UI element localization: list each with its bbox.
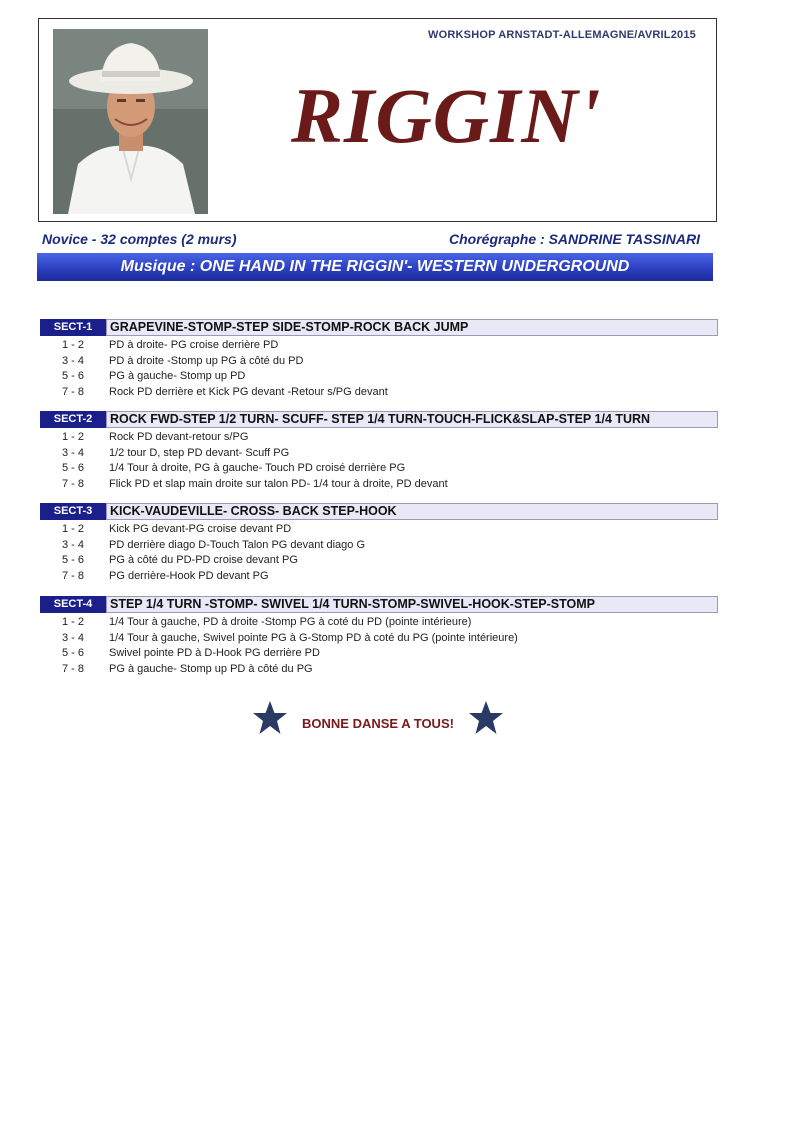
choreographer-portrait-image [53,29,208,214]
step-description: PD à droite -Stomp up PG à côté du PD [109,354,304,367]
section-header [40,411,718,428]
step-list [40,431,718,493]
step-row [40,462,718,478]
section-title: ROCK FWD-STEP 1/2 TURN- SCUFF- STEP 1/4 TURN-TOUCH-FLICK&SLAP-STEP 1/4 TURN [106,411,718,428]
header-box [38,18,717,222]
step-count: 5 - 6 [61,370,84,382]
step-count: 3 - 4 [61,354,84,367]
step-row [40,523,718,539]
step-row [40,431,718,447]
star-icon [252,700,288,736]
step-row [40,663,718,679]
star-icon [468,700,504,736]
section-4 [40,596,718,678]
section-header [40,503,718,520]
music-bar: Musique : ONE HAND IN THE RIGGIN'- WESTERN UNDERGROUND [37,253,713,281]
step-count: 7 - 8 [61,477,84,490]
footer-text: BONNE DANSE A TOUS! [302,716,454,731]
step-row [40,647,718,663]
step-row [40,386,718,402]
step-list [40,616,718,678]
step-row [40,539,718,555]
step-row [40,632,718,648]
step-row [40,370,718,386]
step-description: PD à droite- PG croise derrière PD [109,339,279,351]
step-row [40,554,718,570]
step-count: 7 - 8 [61,569,84,582]
section-tag: SECT-3 [40,503,106,520]
section-2 [40,411,718,493]
step-description: 1/4 Tour à gauche, Swivel pointe PG à G-Stomp PD à coté du PG (pointe intérieure) [109,631,518,644]
step-count: 5 - 6 [61,647,84,659]
step-count: 5 - 6 [61,462,84,474]
section-tag: SECT-1 [40,319,106,336]
step-row [40,616,718,632]
step-count: 7 - 8 [61,385,84,398]
choreographer-info: Chorégraphe : SANDRINE TASSINARI [449,231,700,247]
step-row [40,447,718,463]
section-3 [40,503,718,585]
level-info: Novice - 32 comptes (2 murs) [42,231,237,247]
section-1 [40,319,718,401]
choreographer-photo [53,29,208,214]
step-count: 3 - 4 [61,631,84,644]
step-count: 5 - 6 [61,554,84,566]
step-count: 3 - 4 [61,446,84,459]
step-count: 1 - 2 [61,431,84,443]
workshop-label: WORKSHOP ARNSTADT-ALLEMAGNE/AVRIL2015 [428,29,696,41]
section-header [40,596,718,613]
footer-greeting [252,700,504,738]
step-description: Rock PD devant-retour s/PG [109,431,249,443]
section-tag: SECT-2 [40,411,106,428]
step-description: PD derrière diago D-Touch Talon PG devant diago G [109,538,365,551]
section-title: GRAPEVINE-STOMP-STEP SIDE-STOMP-ROCK BACK JUMP [106,319,718,336]
step-row [40,570,718,586]
section-tag: SECT-4 [40,596,106,613]
step-row [40,339,718,355]
step-list [40,339,718,401]
step-description: PG à côté du PD-PD croise devant PG [109,554,298,566]
dance-title: RIGGIN' [291,72,602,159]
step-description: Kick PG devant-PG croise devant PD [109,523,292,535]
step-count: 7 - 8 [61,662,84,675]
section-title: STEP 1/4 TURN -STOMP- SWIVEL 1/4 TURN-STOMP-SWIVEL-HOOK-STEP-STOMP [106,596,718,613]
step-description: Flick PD et slap main droite sur talon PD- 1/4 tour à droite, PD devant [109,477,448,490]
step-count: 1 - 2 [61,523,84,535]
step-count: 1 - 2 [61,339,84,351]
step-description: 1/4 Tour à droite, PG à gauche- Touch PD croisé derrière PG [109,462,406,474]
step-description: 1/4 Tour à gauche, PD à droite -Stomp PG à coté du PD (pointe intérieure) [109,616,472,628]
step-description: Swivel pointe PD à D-Hook PG derrière PD [109,647,320,659]
step-description: PG derrière-Hook PD devant PG [109,569,269,582]
step-row [40,478,718,494]
step-description: PG à gauche- Stomp up PD à côté du PG [109,662,313,675]
step-count: 1 - 2 [61,616,84,628]
step-row [40,355,718,371]
step-description: 1/2 tour D, step PD devant- Scuff PG [109,446,290,459]
step-description: PG à gauche- Stomp up PD [109,370,246,382]
step-list [40,523,718,585]
section-title: KICK-VAUDEVILLE- CROSS- BACK STEP-HOOK [106,503,718,520]
step-count: 3 - 4 [61,538,84,551]
step-description: Rock PD derrière et Kick PG devant -Retour s/PG devant [109,385,388,398]
section-header [40,319,718,336]
